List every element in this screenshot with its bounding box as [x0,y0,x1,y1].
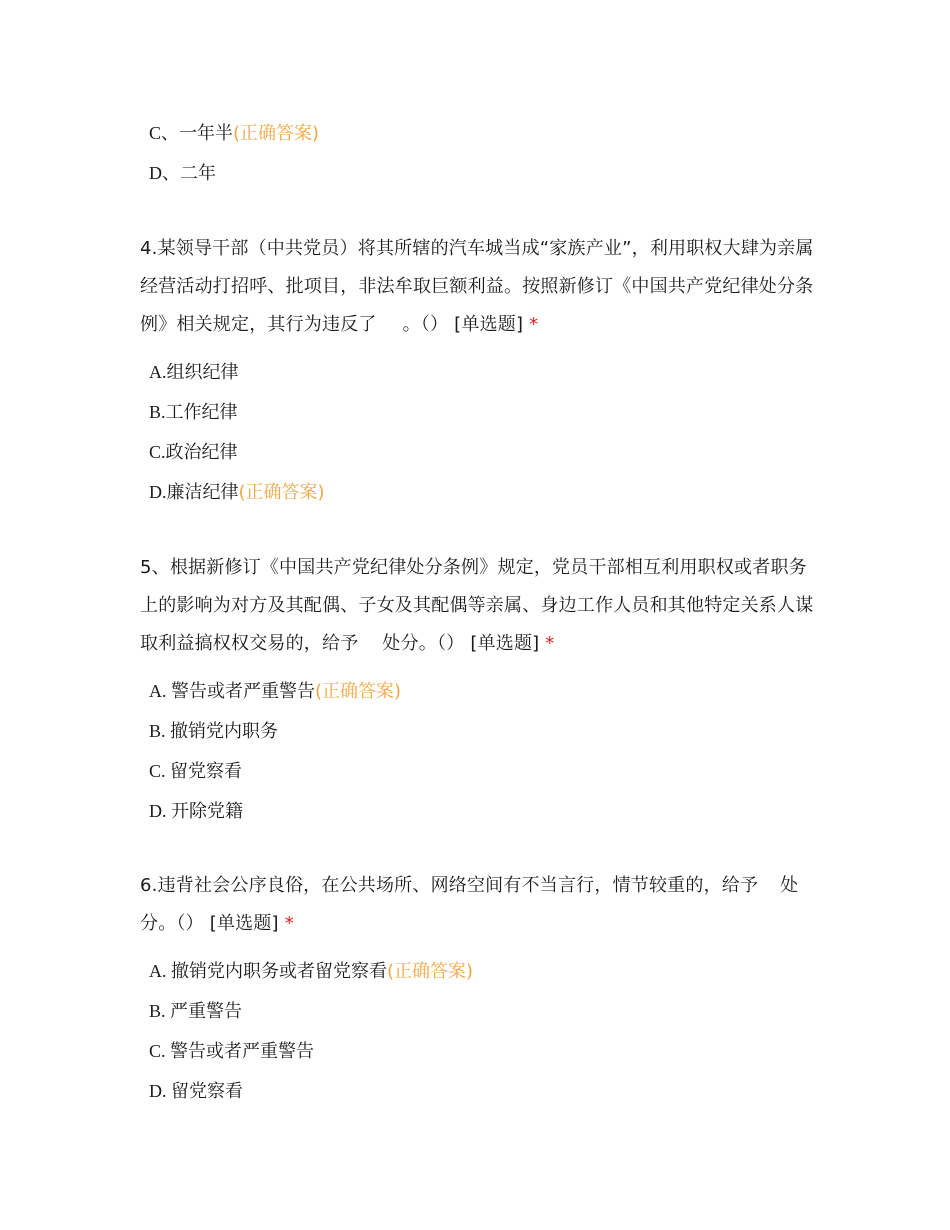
question-text: 4.某领导干部（中共党员）将其所辖的汽车城当成“家族产业”，利用职权大肆为亲属经营活动打招呼、批项目，非法牟取巨额利益。按照新修订《中国共产党纪律处分条例》相关规定，其行为违反了 [140,238,814,335]
option-text: 留党察看 [171,1081,243,1102]
option-text: 工作纪律 [165,402,238,423]
option-letter: A. [149,362,167,382]
question-text-tail: 处分。（） [140,875,799,934]
option-text: 一年半 [179,123,234,144]
option-text: 警告或者严重警告 [170,1041,315,1062]
required-mark: * [545,633,555,654]
question-3-options [140,113,820,193]
question-4 [140,230,820,512]
option-letter: A. [149,961,171,981]
option-letter: C. [149,1041,171,1061]
required-mark: * [284,913,294,934]
question-4-text [140,230,820,344]
option-letter: C. [149,442,166,462]
option-d [140,1071,820,1111]
option-a [140,352,820,392]
option-letter: C. [149,761,171,781]
question-6-text [140,867,820,943]
option-text: 撤销党内职务或者留党察看 [171,961,387,982]
question-text: 6.违背社会公序良俗，在公共场所、网络空间有不当言行，情节较重的，给予 [140,875,759,896]
option-a [140,671,820,711]
correct-answer-label: (正确答案) [315,681,402,702]
option-text: 撤销党内职务 [170,721,279,742]
required-mark: * [529,314,539,335]
option-b [140,392,820,432]
question-text: 5、根据新修订《中国共产党纪律处分条例》规定，党员干部相互利用职权或者职务上的影响为对方及其配偶、子女及其配偶等亲属、身边工作人员和其他特定关系人谋取利益搞权权交易的，给予 [140,557,814,654]
option-letter: B. [149,1001,171,1021]
option-text: 警告或者严重警告 [171,681,315,702]
option-d [140,791,820,831]
option-c [140,1031,820,1071]
question-4-options [140,352,820,512]
option-b [140,991,820,1031]
option-text: 廉洁纪律 [166,482,239,503]
option-text: 二年 [180,163,216,184]
correct-answer-label: (正确答案) [238,482,325,503]
correct-answer-label: (正确答案) [233,123,320,144]
question-5-options [140,671,820,831]
option-d [140,472,820,512]
option-letter: D. [149,1081,171,1101]
question-type-tag: [单选题] [470,633,540,654]
question-3-tail [140,113,820,193]
option-letter: D. [149,801,171,821]
option-text: 留党察看 [170,761,243,782]
option-letter: A. [149,681,171,701]
option-a [140,951,820,991]
option-letter: C、 [149,123,180,143]
option-c [140,432,820,472]
question-5 [140,549,820,831]
question-6-options [140,951,820,1111]
question-text-tail: 。（） [402,314,449,335]
option-c [140,751,820,791]
question-type-tag: [单选题] [454,314,524,335]
question-text-tail: 处分。（） [382,633,465,654]
option-text: 严重警告 [170,1001,243,1022]
question-5-text [140,549,820,663]
option-c [140,113,820,153]
option-b [140,711,820,751]
option-d [140,153,820,193]
correct-answer-label: (正确答案) [387,961,474,982]
option-letter: D、 [149,163,180,183]
option-text: 政治纪律 [165,442,238,463]
option-letter: D. [149,482,167,502]
option-letter: B. [149,721,171,741]
option-letter: B. [149,402,166,422]
option-text: 开除党籍 [171,801,243,822]
question-type-tag: [单选题] [209,913,279,934]
option-text: 组织纪律 [166,362,239,383]
question-6 [140,867,820,1111]
